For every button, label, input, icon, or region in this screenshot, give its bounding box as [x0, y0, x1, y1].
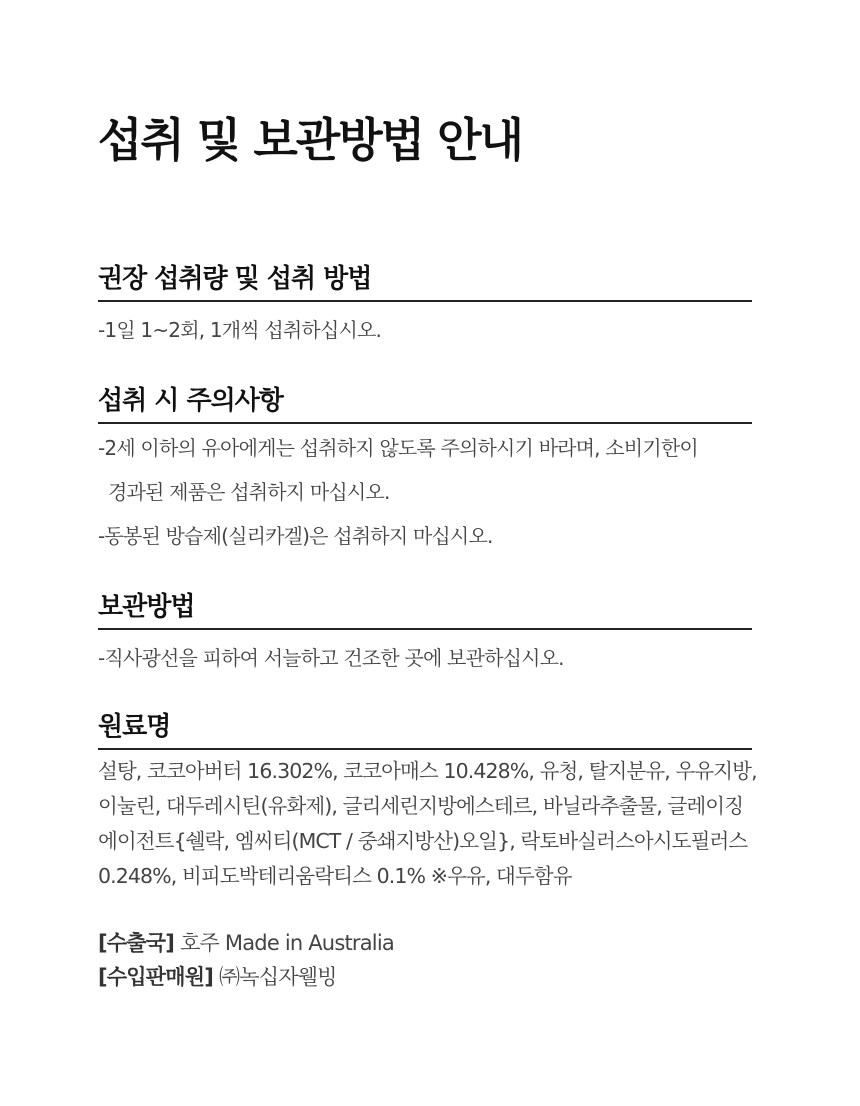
ingredients-line: 0.248%, 비피도박테리움락티스 0.1% ※우유, 대두함유: [98, 864, 572, 888]
page-title: 섭취 및 보관방법 안내: [98, 113, 522, 167]
caution-section: [98, 384, 752, 558]
ingredients-heading: 원료명: [98, 710, 752, 750]
ingredients-line: 설탕, 코코아버터 16.302%, 코코아매스 10.428%, 유청, 탈지분유, 우유지방,: [98, 759, 757, 783]
ingredients-line: 이눌린, 대두레시틴(유화제), 글리세린지방에스테르, 바닐라추출물, 글레이징: [98, 794, 744, 818]
ingredients-section: [98, 710, 757, 894]
origin-row: [98, 927, 394, 957]
intake-heading: 권장 섭취량 및 섭취 방법: [98, 262, 752, 302]
caution-line: -동봉된 방습제(실리카겔)은 섭취하지 마십시오.: [98, 524, 493, 548]
origin-label: [수출국]: [98, 931, 175, 955]
storage-line: -직사광선을 피하여 서늘하고 건조한 곳에 보관하십시오.: [98, 646, 564, 670]
ingredients-line: 에이전트{쉘락, 엠씨티(MCT / 중쇄지방산)오일}, 락토바실러스아시도필러스: [98, 829, 748, 853]
storage-section: [98, 590, 752, 680]
importer-row: [98, 961, 337, 991]
storage-heading: 보관방법: [98, 590, 752, 630]
caution-heading: 섭취 시 주의사항: [98, 384, 752, 424]
intake-section: [98, 262, 752, 352]
importer-label: [수입판매원]: [98, 965, 214, 989]
origin-value: 호주 Made in Australia: [180, 931, 394, 955]
importer-value: ㈜녹십자웰빙: [219, 965, 337, 989]
intake-line: -1일 1~2회, 1개씩 섭취하십시오.: [98, 318, 382, 342]
caution-line: 경과된 제품은 섭취하지 마십시오.: [108, 480, 390, 504]
caution-line: -2세 이하의 유아에게는 섭취하지 않도록 주의하시기 바라며, 소비기한이: [98, 436, 698, 460]
